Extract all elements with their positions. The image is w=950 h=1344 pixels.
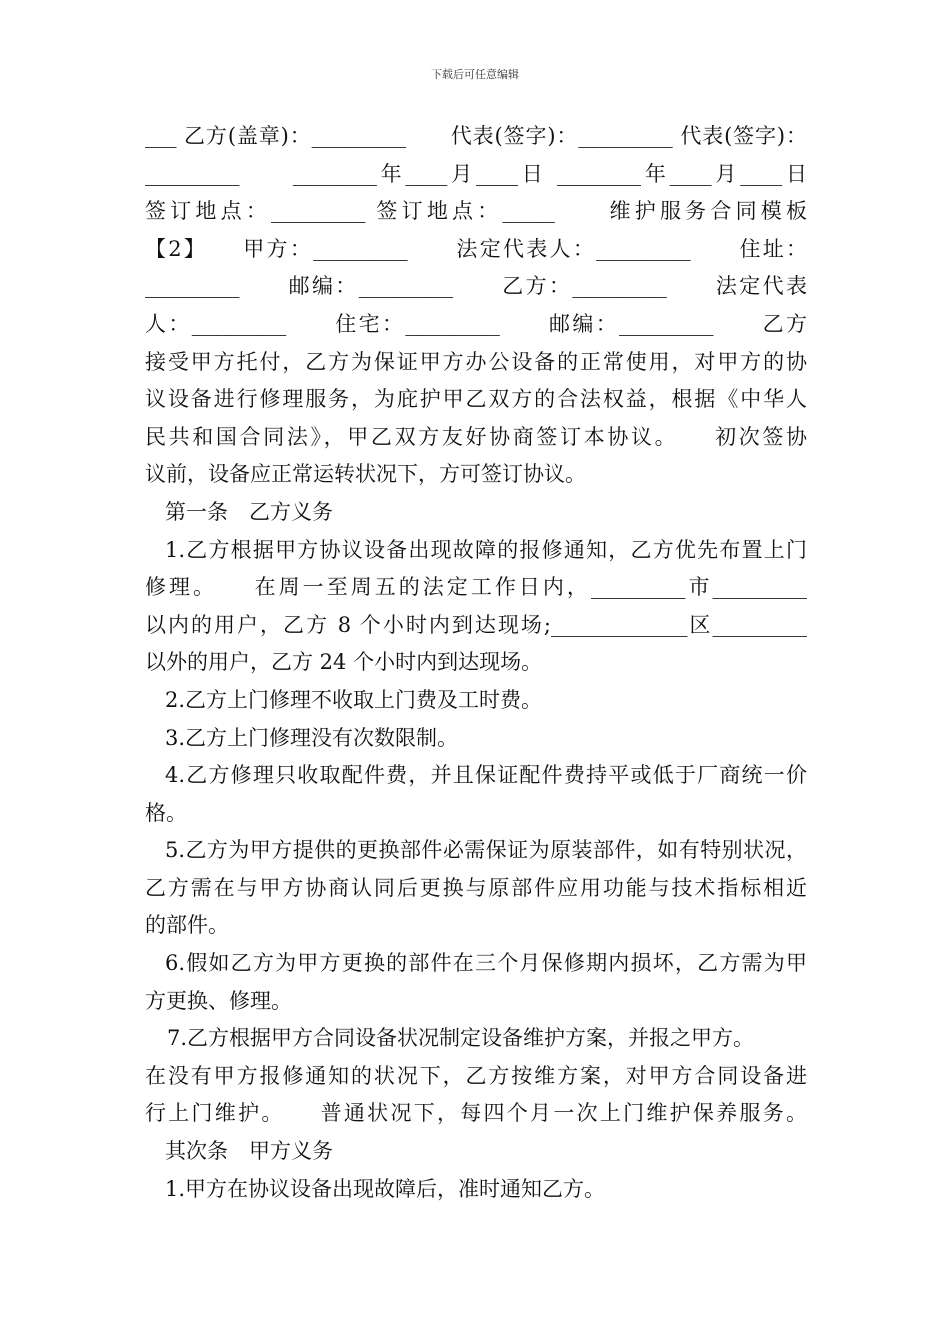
section-heading: 其次条 甲方义务 [165,1139,333,1164]
section-heading: 第一条 乙方义务 [165,499,333,524]
text-line: 乙方需在与甲方协商认同后更换与原部件应用功能与技术指标相近 [145,875,807,900]
text-line: _________ 邮编：_________ 乙方：_________ 法定代表 [145,274,807,299]
text-line: 格。 [145,800,187,825]
document-body [145,118,807,1208]
text-line: 的部件。 [145,913,229,938]
text-line: 4.乙方修理只收取配件费，并且保证配件费持平或低于厂商统一价 [165,763,807,788]
page-header: 下载后可任意编辑 [431,68,519,81]
text-line: 议前，设备应正常运转状况下，方可签订协议。 [145,462,586,487]
text-line: 方更换、修理。 [145,988,292,1013]
text-line: 议设备进行修理服务，为庇护甲乙双方的合法权益，根据《中华人 [145,387,807,412]
text-line: 在没有甲方报修通知的状况下，乙方按维方案，对甲方合同设备进 [145,1063,807,1088]
text-line: 1.甲方在协议设备出现故障后，准时通知乙方。 [165,1176,606,1201]
text-line: 人：_________ 住宅：_________ 邮编：_________ 乙方 [145,311,807,336]
text-line: 1.乙方根据甲方协议设备出现故障的报修通知，乙方优先布置上门 [165,537,807,562]
text-line: 行上门维护。 普通状况下，每四个月一次上门维护保养服务。 [145,1101,807,1126]
text-line: _________ ________年____月____日 ________年____月____日 [145,161,807,186]
text-line: 民共和国合同法》，甲乙双方友好协商签订本协议。 初次签协 [145,424,807,449]
text-line: 签订地点：_________ 签订地点：_____ 维护服务合同模板 [145,199,807,224]
text-line: 接受甲方托付，乙方为保证甲方办公设备的正常使用，对甲方的协 [145,349,807,374]
text-line: 6.假如乙方为甲方更换的部件在三个月保修期内损坏，乙方需为甲 [165,951,807,976]
text-line: 修理。 在周一至周五的法定工作日内，_________市_________ [145,575,807,600]
text-line: 7.乙方根据甲方合同设备状况制定设备维护方案，并报之甲方。 [167,1026,755,1051]
text-line: ___ 乙方(盖章)：_________ 代表(签字)：_________ 代表(签字)： [145,124,807,148]
text-line: 以外的用户，乙方 24 个小时内到达现场。 [145,650,543,675]
text-line: 5.乙方为甲方提供的更换部件必需保证为原装部件，如有特别状况， [165,838,807,863]
text-line: 【2】 甲方：_________ 法定代表人：_________ 住址： [145,236,807,261]
text-line: 2.乙方上门修理不收取上门费及工时费。 [165,687,543,712]
text-line: 以内的用户，乙方 8 个小时内到达现场;_____________区_________ [145,612,807,637]
text-line: 3.乙方上门修理没有次数限制。 [165,725,459,750]
